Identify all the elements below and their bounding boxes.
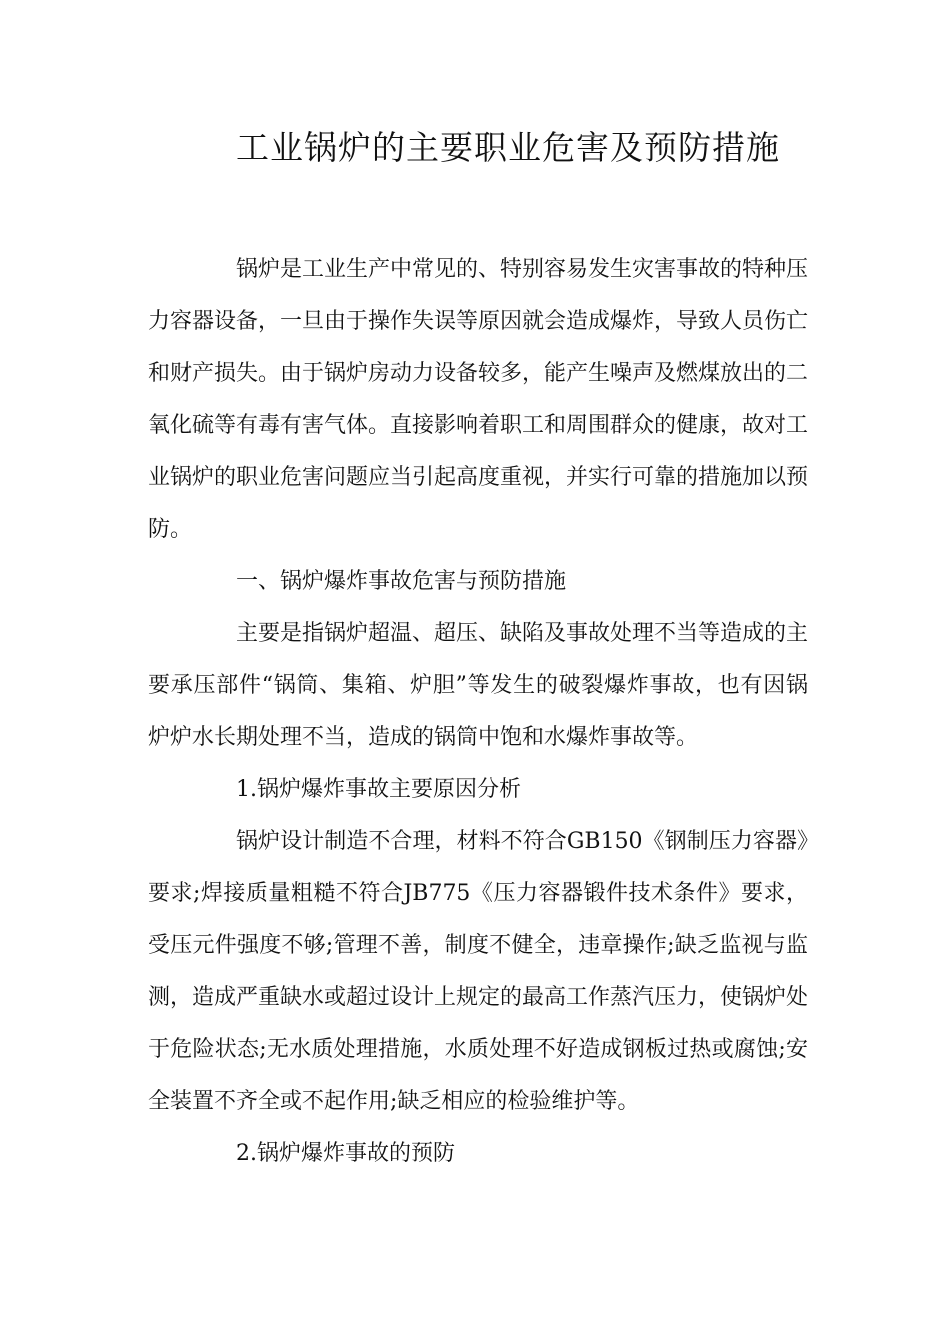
subheading-1-1: 1.锅炉爆炸事故主要原因分析 [236, 777, 521, 802]
section-heading-1: 一、锅炉爆炸事故危害与预防措施 [236, 569, 567, 594]
paragraph-causes: 锅炉设计制造不合理，材料不符合GB150《钢制压力容器》要求;焊接质量粗糙不符合JB775《压力容器锻件技术条件》要求，受压元件强度不够;管理不善，制度不健全，违章操作;缺乏监视与监测，造成严重缺水或超过设计上规定的最高工作蒸汽压力，使锅炉处于危险状态;无水质处理措施，水质处理不好造成钢板过热或腐蚀;安全装置不齐全或不起作用;缺乏相应的检验维护等。 [148, 829, 809, 1114]
paragraph-section-1: 主要是指锅炉超温、超压、缺陷及事故处理不当等造成的主要承压部件“锅筒、集箱、炉胆”等发生的破裂爆炸事故，也有因锅炉炉水长期处理不当，造成的锅筒中饱和水爆炸事故等。 [148, 621, 809, 750]
document-body [148, 244, 808, 1180]
paragraph-intro: 锅炉是工业生产中常见的、特别容易发生灾害事故的特种压力容器设备，一旦由于操作失误等原因就会造成爆炸，导致人员伤亡和财产损失。由于锅炉房动力设备较多，能产生噪声及燃煤放出的二氧化硫等有毒有害气体。直接影响着职工和周围群众的健康，故对工业锅炉的职业危害问题应当引起高度重视，并实行可靠的措施加以预防。 [148, 257, 809, 542]
subheading-1-2: 2.锅炉爆炸事故的预防 [236, 1141, 455, 1166]
document-title: 工业锅炉的主要职业危害及预防措施 [236, 128, 780, 167]
